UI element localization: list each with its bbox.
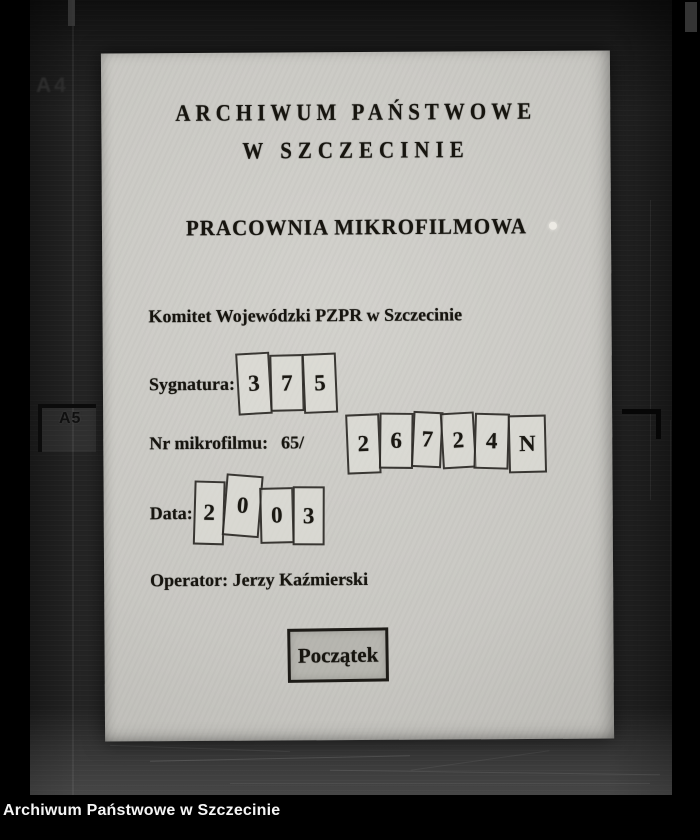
institution-name-line2: W SZCZECINIE — [242, 135, 470, 165]
film-scratch — [330, 770, 660, 776]
start-marker-box — [287, 627, 389, 682]
digit-tile: 0 — [222, 473, 264, 538]
signature-row — [149, 352, 336, 415]
film-scratch — [411, 750, 550, 770]
digit-tile: 2 — [193, 480, 226, 545]
fonds-title: Komitet Wojewódzki PZPR w Szczecinie — [148, 304, 463, 327]
film-corner-bracket-right — [622, 409, 661, 439]
digit-tile: 3 — [293, 486, 325, 545]
film-scratch — [650, 200, 651, 500]
film-edge-highlight — [72, 0, 74, 795]
date-row — [150, 480, 324, 545]
microfilm-number-prefix: 65/ — [281, 431, 305, 452]
digit-tile: 0 — [259, 487, 294, 544]
film-corner-bracket-left — [38, 404, 96, 452]
department-title: PRACOWNIA MIKROFILMOWA — [185, 213, 528, 241]
film-frame-mark-a5: A5 — [59, 410, 82, 427]
film-scratch — [670, 420, 671, 640]
microfilm-number-label: Nr mikrofilmu: — [149, 432, 269, 453]
date-digit-tiles — [194, 480, 324, 545]
microfilm-digit-tiles — [346, 411, 545, 472]
digit-tile: 2 — [345, 413, 381, 474]
signature-digit-tiles — [237, 352, 336, 415]
operator-line: Operator: Jerzy Kaźmierski — [150, 568, 369, 591]
digit-tile: 5 — [302, 353, 338, 414]
digit-tile: 4 — [473, 413, 510, 470]
title-card — [101, 50, 614, 741]
film-scratch — [110, 745, 290, 752]
film-strip-background — [30, 0, 672, 795]
film-notch — [68, 0, 75, 26]
microfilm-number-row — [149, 411, 545, 473]
digit-tile: 7 — [269, 354, 304, 412]
film-scratch — [230, 783, 650, 784]
digit-tile: 2 — [440, 411, 477, 469]
digit-tile: 6 — [379, 413, 414, 469]
film-scratch — [150, 755, 410, 761]
caption-text: Archiwum Państwowe w Szczecinie — [3, 802, 281, 819]
digit-tile: 7 — [411, 411, 444, 468]
institution-name-line1: ARCHIWUM PAŃSTWOWE — [175, 97, 537, 127]
digit-tile: N — [508, 415, 547, 474]
date-label: Data: — [149, 502, 193, 523]
digit-tile: 3 — [235, 352, 273, 416]
signature-label: Sygnatura: — [148, 373, 235, 394]
film-frame-mark-a4: A4 — [36, 74, 69, 97]
film-notch — [685, 2, 697, 32]
start-marker-label: Początek — [297, 642, 379, 668]
caption-bar — [0, 795, 700, 840]
